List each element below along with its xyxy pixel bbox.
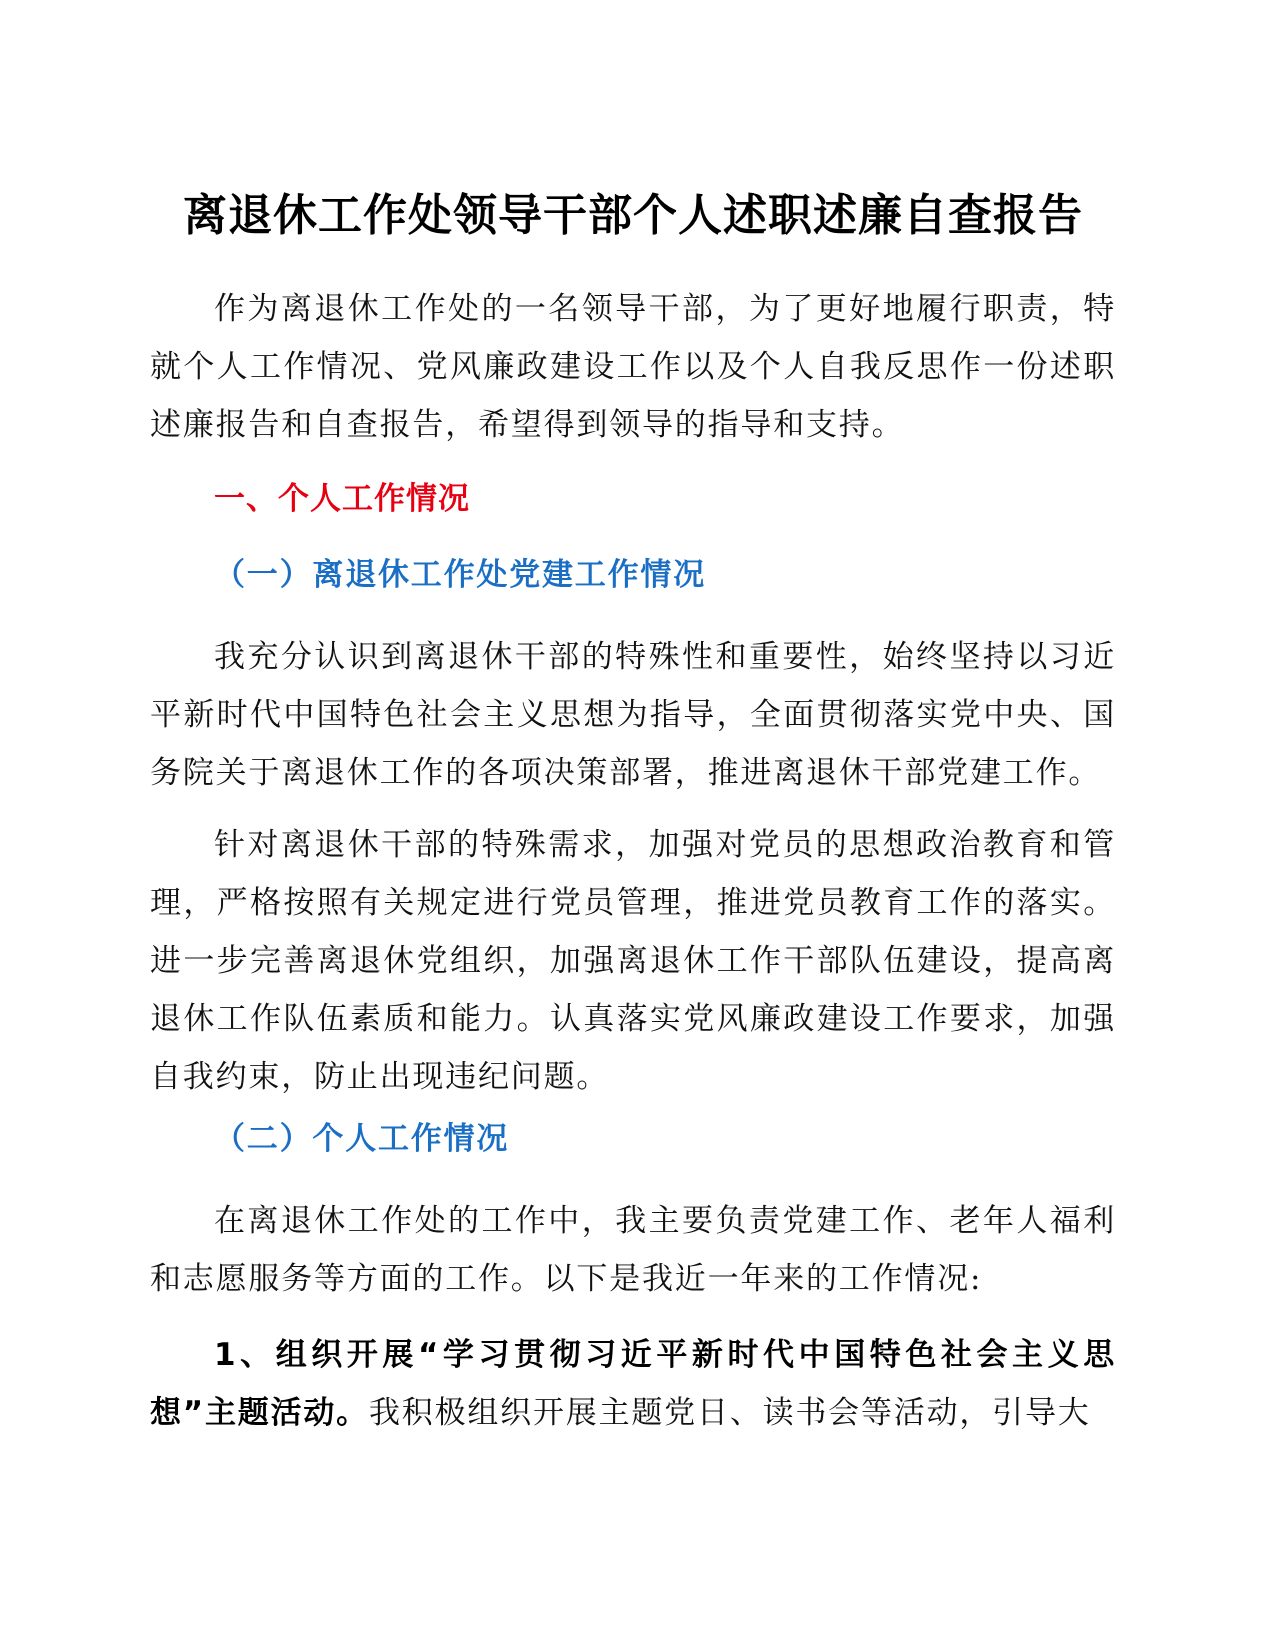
section-heading-personal-work: 一、个人工作情况 (214, 481, 470, 517)
subsection-heading-party-building: （一）离退休工作处党建工作情况 (214, 557, 706, 593)
personal-work-paragraph: 在离退休工作处的工作中，我主要负责党建工作、老年人福利和志愿服务等方面的工作。以下是我近一年来的工作情况: (150, 1203, 1116, 1297)
document-title: 离退休工作处领导干部个人述职述廉自查报告 (183, 190, 1083, 241)
subsection-heading-personal-work: （二）个人工作情况 (214, 1121, 510, 1157)
party-building-paragraph-2: 针对离退休干部的特殊需求，加强对党员的思想政治教育和管理，严格按照有关规定进行党员管理，推进党员教育工作的落实。进一步完善离退休党组织，加强离退休工作干部队伍建设，提高离退休工作队伍素质和能力。认真落实党风廉政建设工作要求，加强自我约束，防止出现违纪问题。 (150, 827, 1116, 1095)
intro-paragraph: 作为离退休工作处的一名领导干部，为了更好地履行职责，特就个人工作情况、党风廉政建设工作以及个人自我反思作一份述职述廉报告和自查报告，希望得到领导的指导和支持。 (150, 291, 1116, 443)
work-item-1-title: 1、组织开展“学习贯彻习近平新时代中国特色社会主义思想”主题活动。 (150, 1337, 1116, 1431)
work-item-1-text: 我积极组织开展主题党日、读书会等活动，引导大 (368, 1395, 1091, 1431)
party-building-paragraph-1: 我充分认识到离退休干部的特殊性和重要性，始终坚持以习近平新时代中国特色社会主义思想为指导，全面贯彻落实党中央、国务院关于离退休工作的各项决策部署，推进离退休干部党建工作。 (150, 639, 1116, 791)
work-item-1-paragraph (150, 1326, 1116, 1442)
document-page (150, 0, 1116, 1650)
